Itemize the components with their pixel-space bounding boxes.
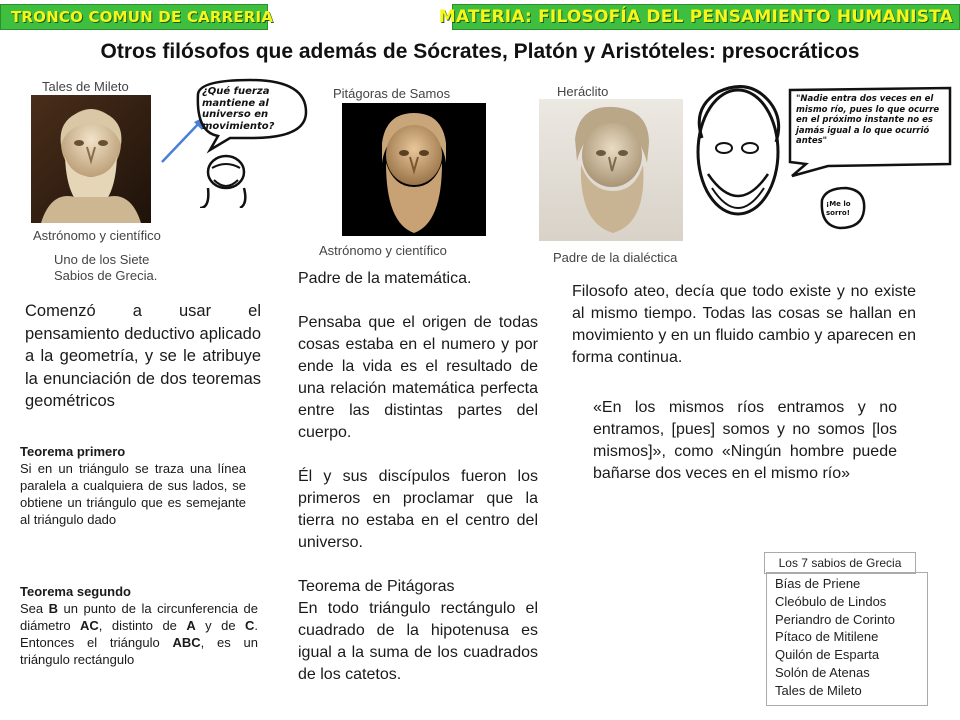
theorem-second: [20, 583, 258, 668]
heraclitus-cartoon-exclaim: ¡Me lo sorro!: [826, 200, 851, 217]
pythagoras-name: Pitágoras de Samos: [333, 86, 451, 101]
list-item: Solón de Atenas: [775, 664, 870, 680]
heraclitus-cartoon-bubble: "Nadie entra dos veces en el mismo río, pues lo que ocurre en el próximo instante no es jamás igual a lo que ocurrió antes": [796, 94, 940, 147]
pythagoras-text: [298, 268, 538, 686]
subject-banner: [438, 4, 960, 30]
heraclitus-description: Filosofo ateo, decía que todo existe y no existe al mismo tiempo. Todas las cosas se hallan en movimiento y en un fluido cambio y aparecen en forma continua.: [572, 283, 916, 366]
pythagoras-p3: Él y sus discípulos fueron los primeros en proclamar que la tierra no estaba en el centro del universo.: [298, 468, 538, 551]
heraclitus-cartoon: [688, 78, 956, 254]
pythagoras-portrait: [342, 103, 486, 236]
list-item: Quilón de Esparta: [775, 647, 880, 663]
course-banner-text: TRONCO COMUN DE CARRERIA: [11, 8, 274, 26]
theorem-first-text: Si en un triángulo se traza una línea paralela a cualquiera de sus lados, se obtiene un triángulo que es semejante al triángulo dado: [20, 461, 246, 527]
list-item: Pítaco de Mitilene: [775, 629, 879, 645]
course-banner: [0, 4, 274, 30]
heraclitus-role-caption: Padre de la dialéctica: [553, 250, 678, 265]
thales-sages-caption: Uno de los Siete Sabios de Grecia.: [54, 252, 158, 283]
seven-sages-title: Los 7 sabios de Grecia: [764, 552, 916, 574]
heraclitus-name: Heráclito: [557, 84, 609, 99]
theorem-first: [20, 443, 246, 528]
seven-sages-list: [766, 572, 928, 706]
pythagoras-theorem-text: En todo triángulo rectángulo el cuadrado de la hipotenusa es igual a la suma de los cuadrados de los catetos.: [298, 600, 538, 683]
pythagoras-theorem-title: Teorema de Pitágoras: [298, 578, 455, 595]
thales-portrait: [31, 95, 151, 223]
theorem-second-text: Sea B un punto de la circunferencia de diámetro AC, distinto de A y de C. Entonces el triángulo ABC, es un triángulo rectángulo: [20, 601, 258, 667]
thales-intro: Comenzó a usar el pensamiento deductivo aplicado a la geometría, y se le atribuye la enunciación de dos teoremas geométricos: [25, 302, 261, 410]
heraclitus-portrait: [539, 99, 683, 241]
heraclitus-quote: «En los mismos ríos entramos y no entramos, [pues] somos y no somos [los mismos]», como «Ningún hombre puede bañarse dos veces en el mismo río»: [593, 399, 897, 482]
theorem-first-title: Teorema primero: [20, 444, 126, 459]
pythagoras-p2: Pensaba que el origen de todas cosas estaba en el numero y por ende la vida es el resultado de una relación matemática perfecta entre las distintas partes del cuerpo.: [298, 314, 538, 441]
list-item: Tales de Mileto: [775, 682, 862, 698]
pythagoras-p1: Padre de la matemática.: [298, 270, 472, 287]
thales-name: Tales de Mileto: [42, 79, 129, 94]
thales-cartoon-bubble: ¿Qué fuerza mantiene al universo en movimiento?: [202, 86, 275, 132]
pythagoras-role-caption: Astrónomo y científico: [319, 243, 447, 258]
list-item: Periandro de Corinto: [775, 611, 895, 627]
thales-role-caption: Astrónomo y científico: [33, 228, 161, 243]
list-item: Cleóbulo de Lindos: [775, 593, 887, 609]
subject-banner-text: MATERIA: FILOSOFÍA DEL PENSAMIENTO HUMANISTA: [438, 7, 953, 27]
thales-cartoon: [190, 76, 312, 208]
theorem-second-title: Teorema segundo: [20, 584, 132, 599]
page-title: Otros filósofos que además de Sócrates, Platón y Aristóteles: presocráticos: [100, 40, 860, 63]
list-item: Bías de Priene: [775, 576, 861, 591]
